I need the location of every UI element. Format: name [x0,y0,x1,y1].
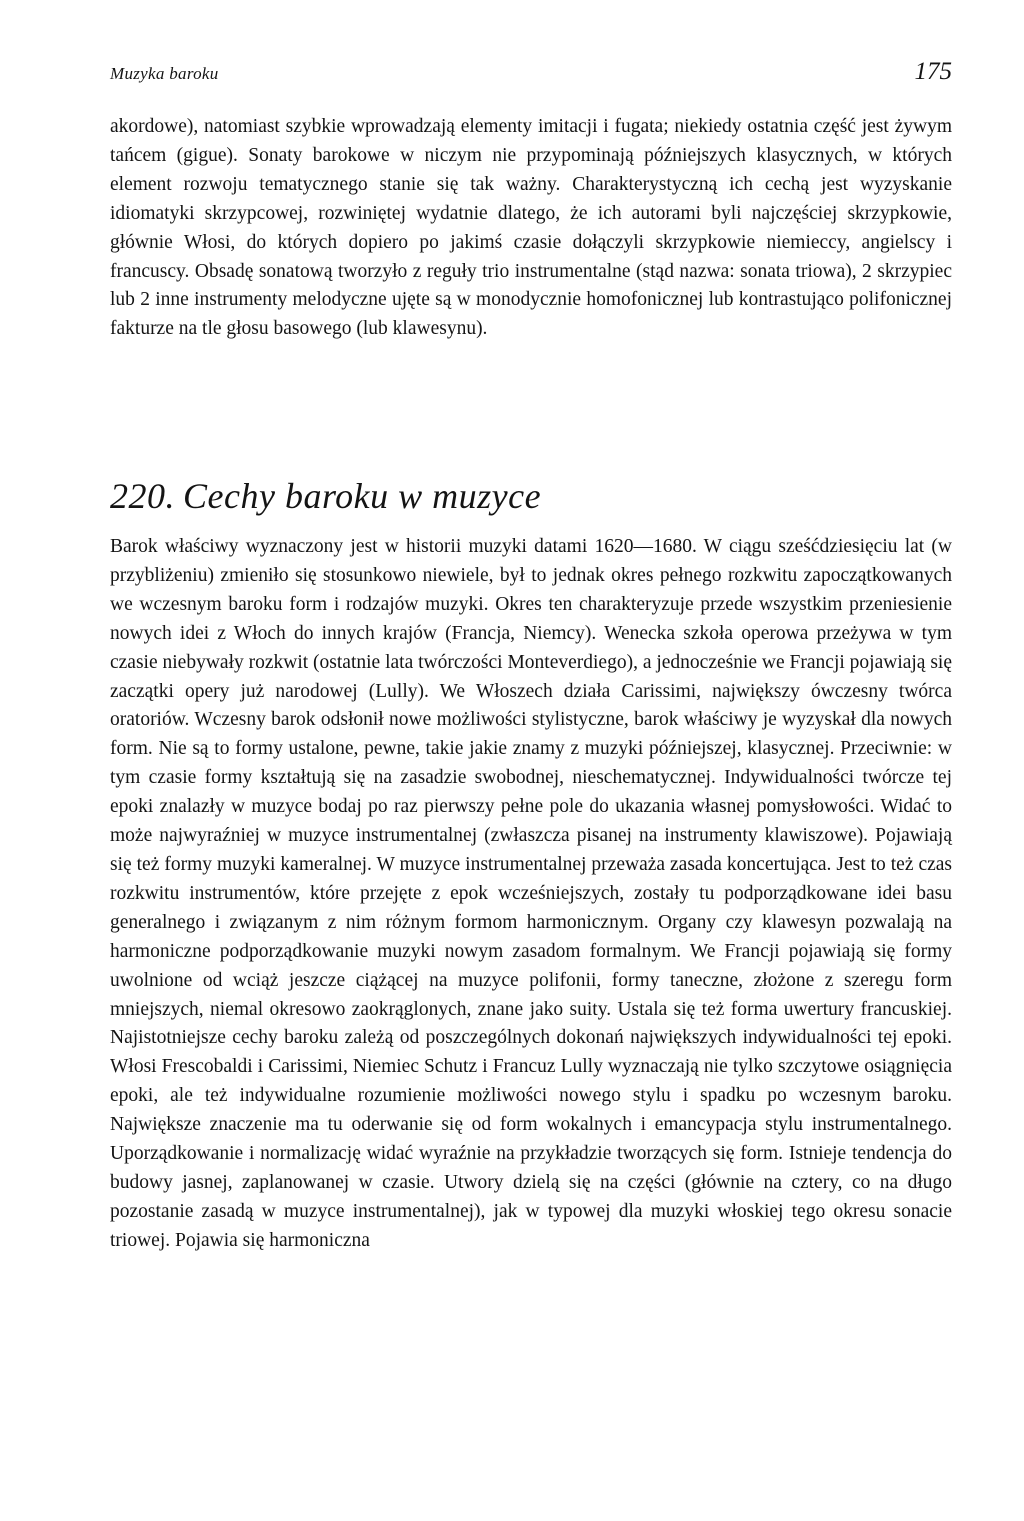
section-title: Cechy baroku w muzyce [183,476,542,516]
section-body-paragraph: Barok właściwy wyznaczony jest w historii muzyki datami 1620—1680. W ciągu sześćdziesięciu lat (w przybliżeniu) zmieniło się stosunkowo niewiele, był to jednak okres pełnego rozkwitu zapoczątkowanych we wczesnym baroku form i rodzajów muzyki. Okres ten charakteryzuje przede wszystkim przeniesienie nowych idei z Włoch do innych krajów (Francja, Niemcy). Wenecka szkoła operowa przeżywa w tym czasie niebywały rozkwit (ostatnie lata twórczości Monteverdiego), a jednocześnie we Francji pojawiają się zaczątki opery już narodowej (Lully). We Włoszech działa Carissimi, największy ówczesny twórca oratoriów. Wczesny barok odsłonił nowe możliwości stylistyczne, barok właściwy je wyzyskał dla nowych form. Nie są to formy ustalone, pewne, takie jakie znamy z muzyki późniejszej, klasycznej. Przeciwnie: w tym czasie formy kształtują się na zasadzie swobodnej, nieschematycznej. Indywidualności twórcze tej epoki znalazły w muzyce bodaj po raz pierwszy pełne pole do ukazania własnej pomysłowości. Widać to może najwyraźniej w muzyce instrumentalnej (zwłaszcza pisanej na instrumenty klawiszowe). Pojawiają się też formy muzyki kameralnej. W muzyce instrumentalnej przeważa zasada koncertująca. Jest to też czas rozkwitu instrumentów, które przejęte z epok wcześniejszych, zostały tu podporządkowane idei basu generalnego i związanym z nim różnym formom harmonicznym. Organy czy klawesyn pozwalają na harmoniczne podporządkowanie muzyki nowym zasadom formalnym. We Francji pojawiają się formy uwolnione od wciąż jeszcze ciążącej na muzyce polifonii, formy taneczne, złożone z szeregu form mniejszych, niemal okresowo zaokrąglonych, znane jako suity. Ustala się też forma uwertury francuskiej. Najistotniejsze cechy baroku zależą od poszczególnych dokonań największych indywidualności tej epoki. Włosi Frescobaldi i Carissimi, Niemiec Schutz i Francuz Lully wyznaczają nie tylko szczytowe osiągnięcia epoki, ale też indywidualne rozumienie możliwości nowego stylu i spadku po wczesnym baroku. Największe znaczenie ma tu oderwanie się od form wokalnych i emancypacja stylu instrumentalnego. Uporządkowanie i normalizację widać wyraźnie na przykładzie tworzących się form. Istnieje tendencja do budowy jasnej, zaplanowanej w czasie. Utwory dzielą się na części (głównie na cztery, co na długo pozostanie zasadą w muzyce instrumentalnej), jak w typowej dla muzyki włoskiej tego okresu sonacie triowej. Pojawia się harmoniczna [110,536,952,1251]
page-number: 175 [914,58,952,85]
section-heading [110,474,952,518]
running-head [110,60,952,90]
body-paragraph-continued: akordowe), natomiast szybkie wprowadzają elementy imitacji i fugata; niekiedy ostatnia część jest żywym tańcem (gigue). Sonaty barokowe w niczym nie przypominają późniejszych klasycznych, w których element rozwoju tematycznego stanie się tak ważny. Charakterystyczną ich cechą jest wyzyskanie idiomatyki skrzypcowej, rozwiniętej wydatnie dlatego, że ich autorami byli najczęściej skrzypkowie, głównie Włosi, do których dopiero po jakimś czasie dołączyli skrzypkowie niemieccy, angielscy i francuscy. Obsadę sonatową tworzyło z reguły trio instrumentalne (stąd nazwa: sonata triowa), 2 skrzypiec lub 2 inne instrumenty melodyczne ujęte są w monodycznie homofonicznej lub kontrastująco polifonicznej fakturze na tle głosu basowego (lub klawesynu). [110,116,952,340]
section-number: 220. [110,476,175,516]
running-title: Muzyka baroku [110,64,219,83]
